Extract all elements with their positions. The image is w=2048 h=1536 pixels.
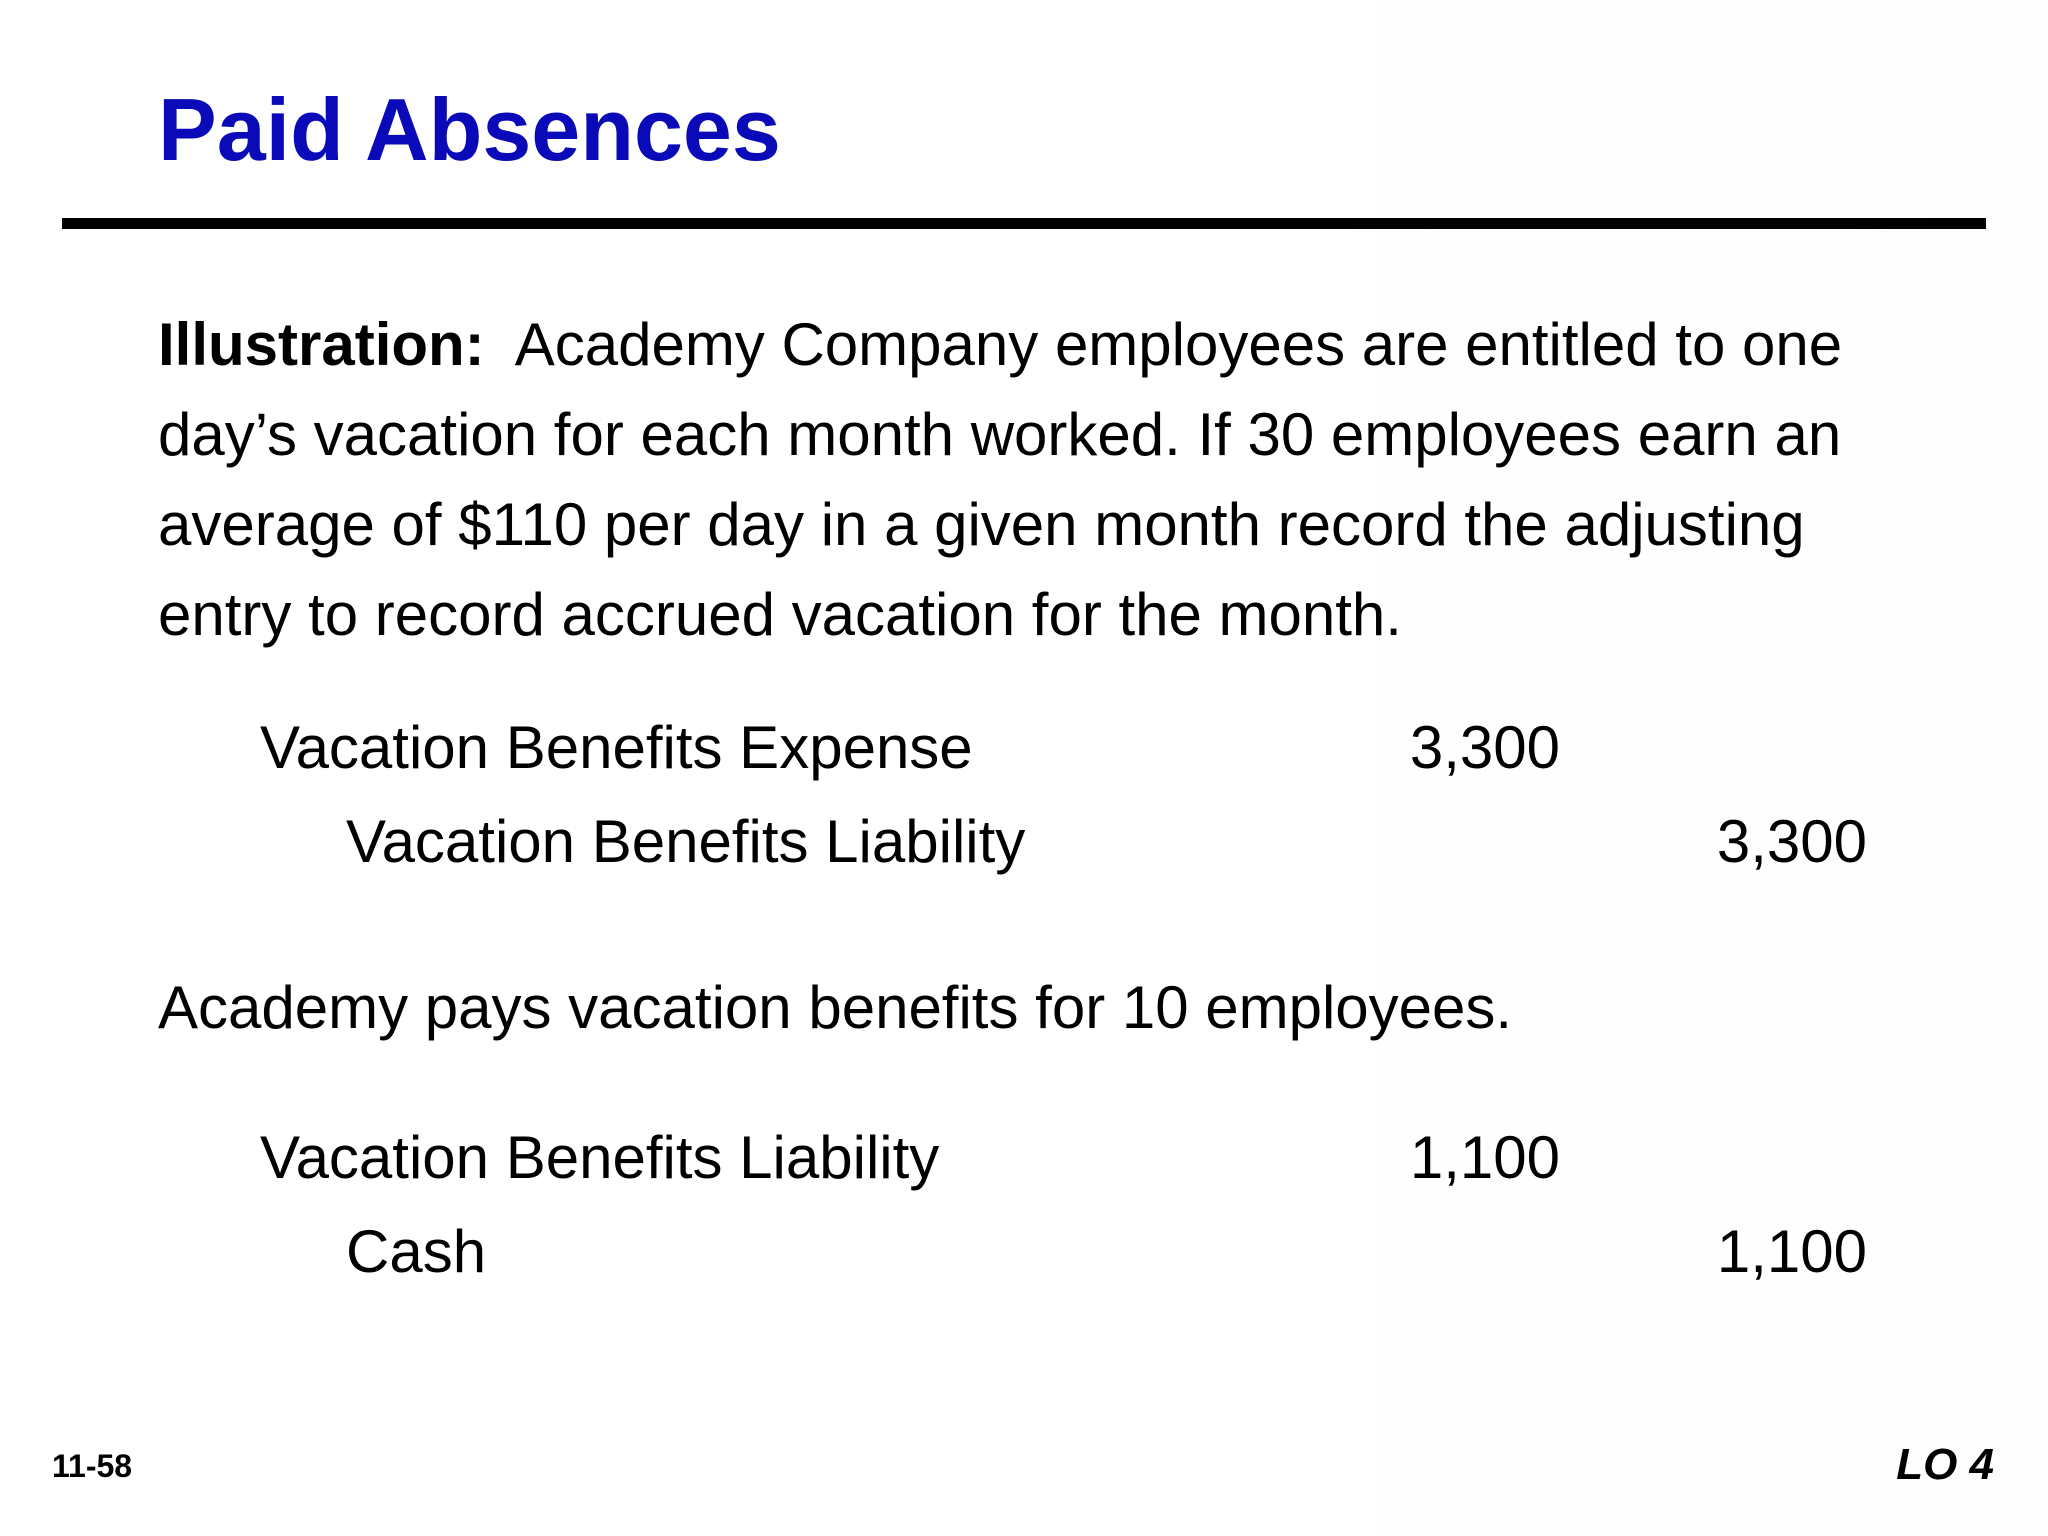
entry-1-credit-amount: 3,300 bbox=[1716, 808, 1867, 875]
illustration-label: Illustration: bbox=[158, 311, 485, 378]
title-divider bbox=[62, 218, 1986, 229]
illustration-line-3: average of $110 per day in a given month record the adjusting bbox=[158, 491, 1805, 558]
slide-title: Paid Absences bbox=[158, 80, 781, 179]
entry-2-credit-account: Cash bbox=[346, 1218, 487, 1285]
illustration-line-4: entry to record accrued vacation for the month. bbox=[158, 581, 1402, 648]
entry-2-debit-amount: 1,100 bbox=[1409, 1124, 1560, 1191]
entry-1-debit-amount: 3,300 bbox=[1409, 714, 1560, 781]
learning-objective-tag: LO 4 bbox=[1896, 1440, 1994, 1489]
illustration-paragraph bbox=[158, 300, 1998, 660]
slide-number: 11-58 bbox=[52, 1448, 133, 1484]
payment-note: Academy pays vacation benefits for 10 employees. bbox=[158, 974, 1513, 1041]
entry-2-credit-amount: 1,100 bbox=[1716, 1218, 1867, 1285]
entry-1-credit-account: Vacation Benefits Liability bbox=[346, 808, 1026, 875]
entry-2-debit-account: Vacation Benefits Liability bbox=[260, 1124, 940, 1191]
illustration-line-1 bbox=[158, 300, 1998, 390]
illustration-text-1: Academy Company employees are entitled to one bbox=[514, 311, 1843, 378]
illustration-line-2: day’s vacation for each month worked. If 30 employees earn an bbox=[158, 401, 1842, 468]
entry-1-debit-account: Vacation Benefits Expense bbox=[260, 714, 973, 781]
